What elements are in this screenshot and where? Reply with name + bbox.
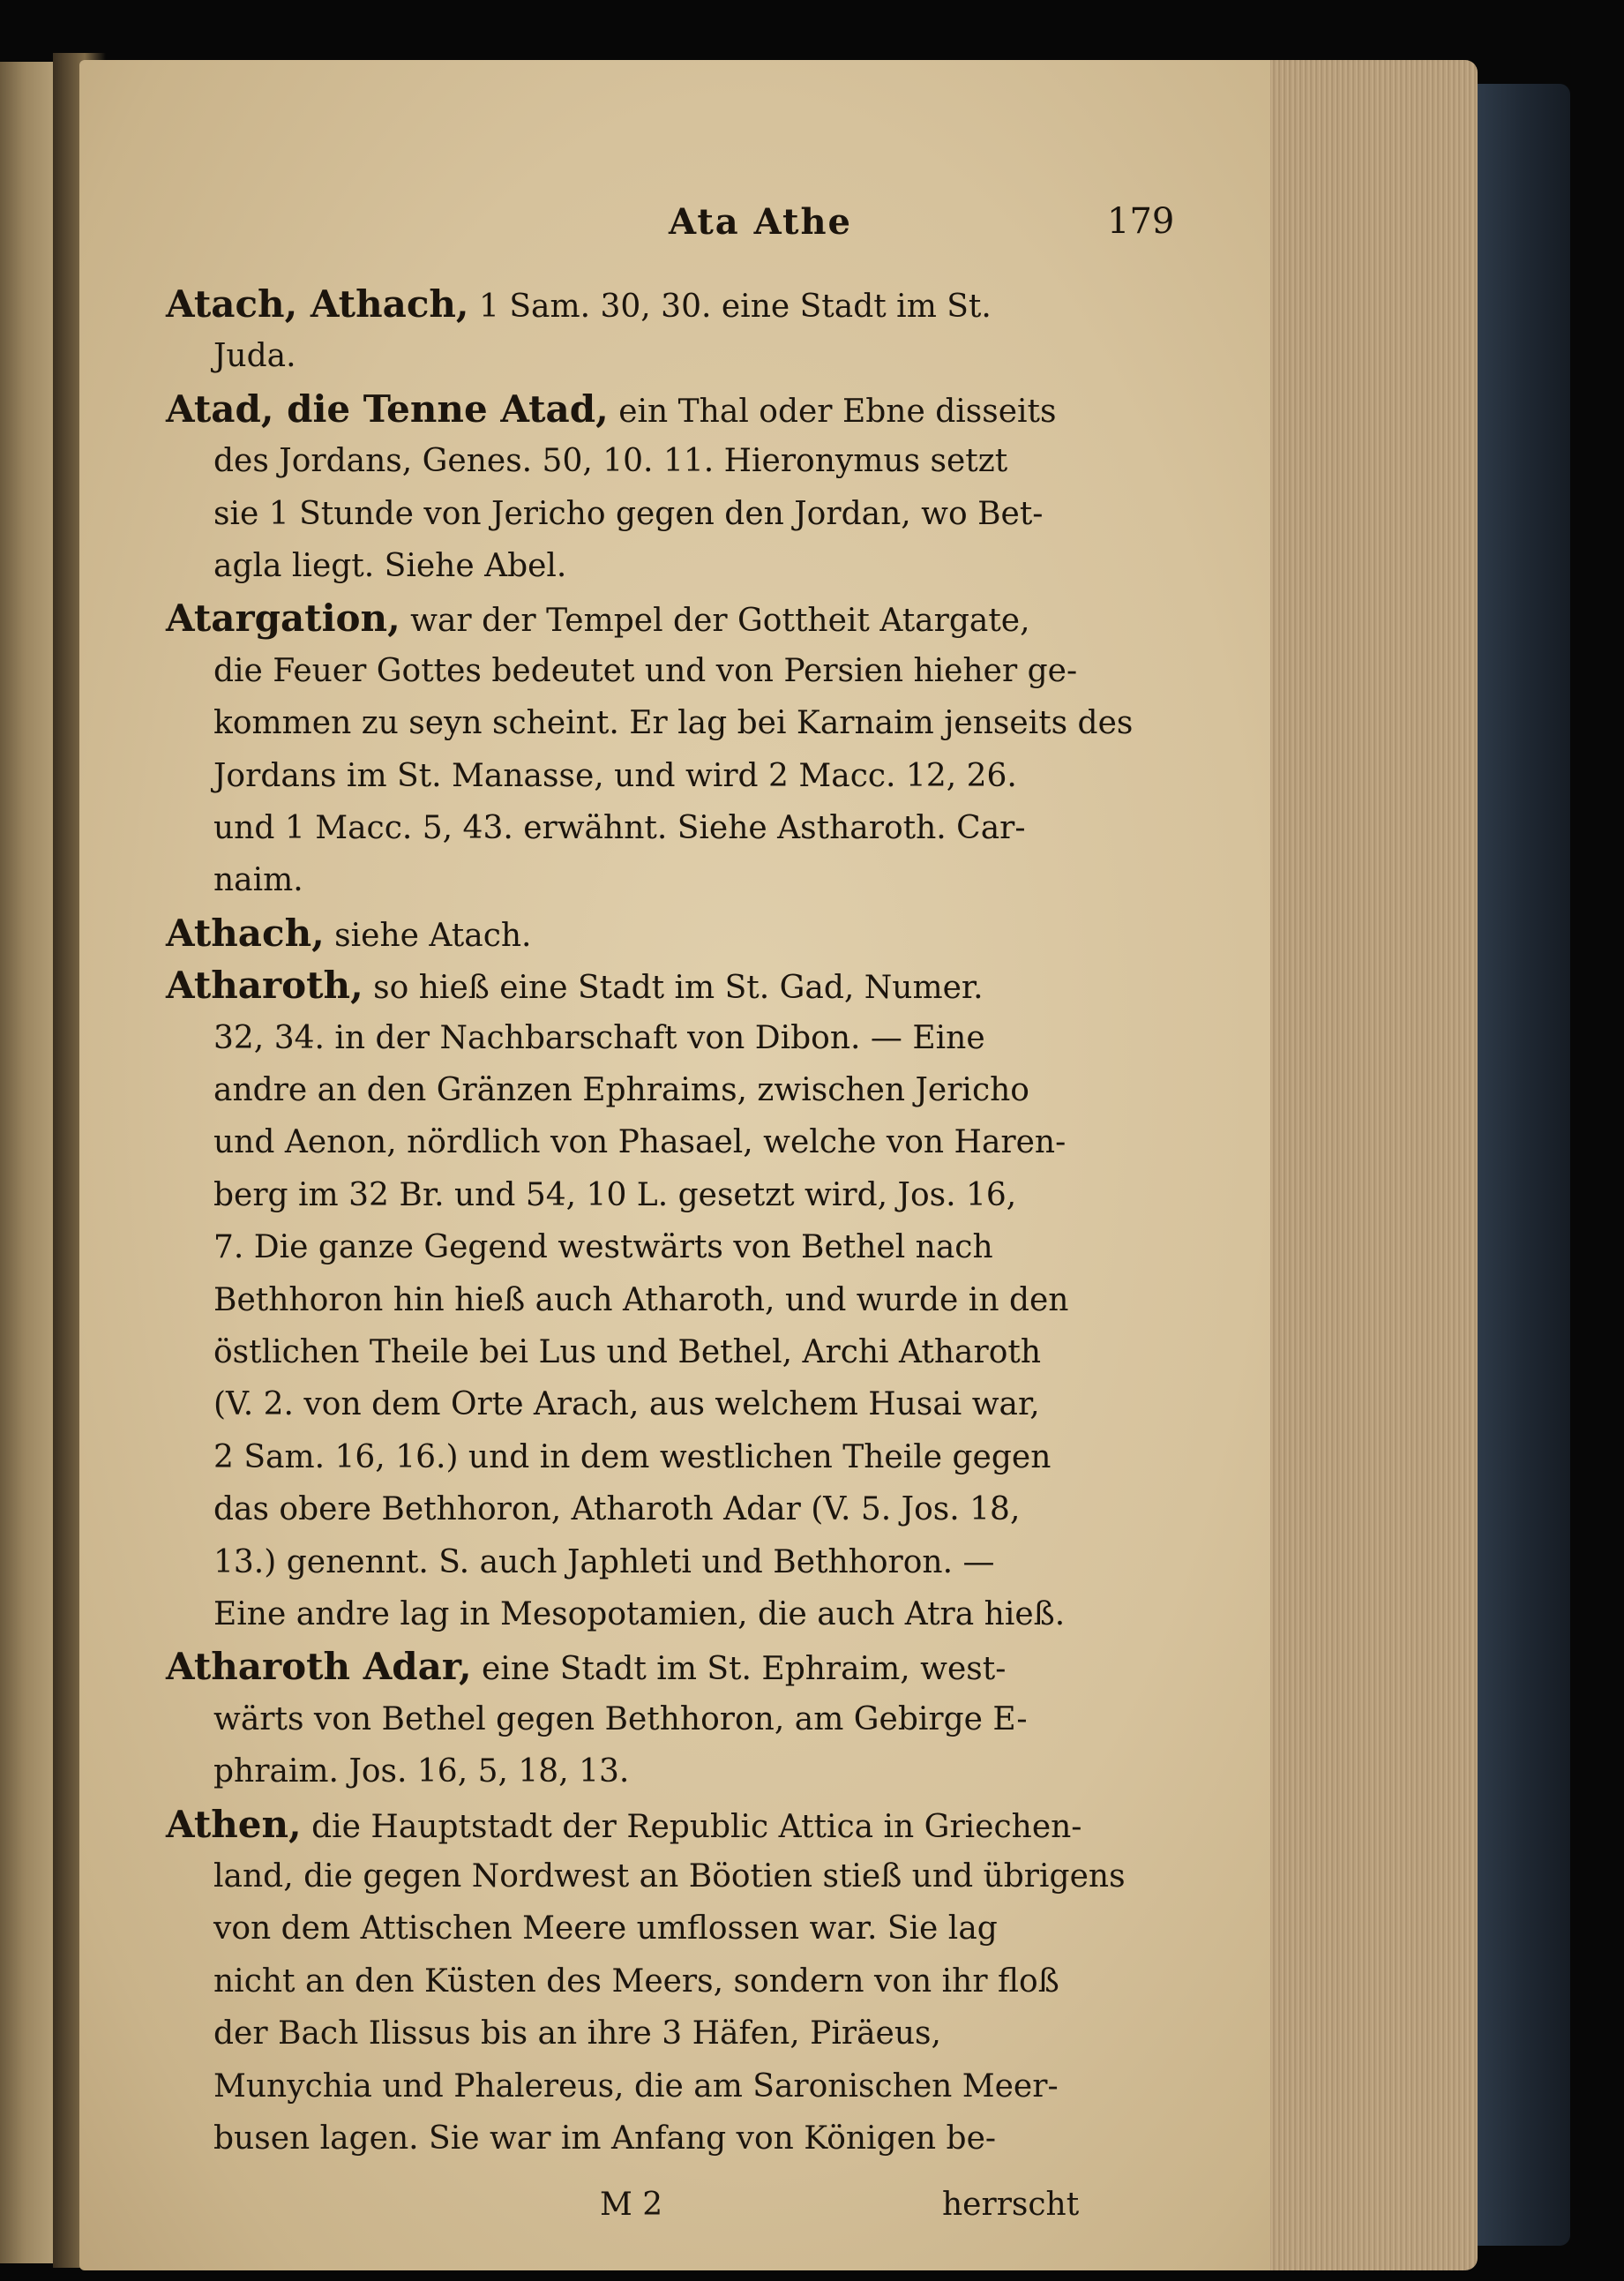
continuation-line (213, 1116, 1066, 1169)
line-text: kommen zu seyn scheint. Er lag bei Karnaim jenseits des (213, 705, 1134, 742)
continuation-line (213, 435, 1007, 488)
line-text: siehe Atach. (324, 917, 532, 954)
line-text: sie 1 Stunde von Jericho gegen den Jordan, wo Bet- (213, 495, 1044, 532)
line-text: naim. (213, 862, 303, 899)
line-text: das obere Bethhoron, Atharoth Adar (V. 5. Jos. 18, (213, 1491, 1021, 1528)
page-number: 179 (1107, 201, 1175, 242)
entry-headword: Atach, Athach, (166, 282, 469, 326)
continuation-line (213, 802, 1026, 855)
continuation-line (213, 1745, 629, 1798)
continuation-line (213, 645, 1077, 698)
continuation-line (213, 1536, 994, 1589)
continuation-line (213, 1221, 993, 1274)
entry-headword: Atad, die Tenne Atad, (166, 386, 609, 431)
continuation-line (213, 750, 1017, 803)
page-fore-edge (1270, 60, 1478, 2270)
line-text: land, die gegen Nordwest an Böotien stieß und übrigens (213, 1858, 1126, 1895)
entry-line (166, 383, 1056, 436)
line-text: der Bach Ilissus bis an ihre 3 Häfen, Piräeus, (213, 2015, 941, 2052)
signature-mark: M 2 (600, 2187, 663, 2223)
continuation-line (213, 1693, 1028, 1746)
line-text: Jordans im St. Manasse, und wird 2 Macc. 12, 26. (213, 757, 1017, 794)
line-text: und 1 Macc. 5, 43. erwähnt. Siehe Astharoth. Car- (213, 810, 1026, 846)
entry-line (166, 907, 532, 960)
entry-line (166, 1798, 1081, 1851)
line-text: 1 Sam. 30, 30. eine Stadt im St. (468, 289, 992, 325)
continuation-line (213, 1012, 985, 1065)
line-text: war der Tempel der Gottheit Atargate, (400, 603, 1030, 640)
continuation-line (213, 540, 566, 593)
line-text: Juda. (213, 338, 296, 375)
entry-headword: Athach, (166, 911, 325, 955)
continuation-line (213, 854, 303, 907)
book-binding (1478, 84, 1570, 2246)
line-text: (V. 2. von dem Orte Arach, aus welchem Husai war, (213, 1386, 1040, 1423)
continuation-line (213, 488, 1043, 541)
line-text: die Feuer Gottes bedeutet und von Persien hieher ge- (213, 652, 1078, 689)
line-text: nicht an den Küsten des Meers, sondern von ihr floß (213, 1962, 1059, 2000)
line-text: eine Stadt im St. Ephraim, west- (471, 1651, 1007, 1688)
entry-headword: Atargation, (166, 597, 400, 641)
line-text: busen lagen. Sie war im Anfang von Königen be- (213, 2120, 997, 2157)
line-text: ein Thal oder Ebne disseits (608, 393, 1057, 430)
continuation-line (213, 1378, 1040, 1431)
line-text: andre an den Gränzen Ephraims, zwischen Jericho (213, 1072, 1029, 1108)
continuation-line (213, 1169, 1016, 1222)
line-text: so hieß eine Stadt im St. Gad, Numer. (363, 970, 984, 1007)
continuation-line (213, 2112, 996, 2165)
line-text: Eine andre lag in Mesopotamien, die auch Atra hieß. (213, 1596, 1066, 1632)
entry-line (166, 959, 984, 1012)
line-text: des Jordans, Genes. 50, 10. 11. Hieronymus setzt (213, 443, 1008, 480)
running-head: Ata Athe (669, 201, 852, 243)
line-text: wärts von Bethel gegen Bethhoron, am Gebirge E- (213, 1700, 1028, 1737)
continuation-line (213, 2007, 941, 2060)
catchword: herrscht (942, 2187, 1080, 2223)
continuation-line (213, 1431, 1051, 1484)
line-text: und Aenon, nördlich von Phasael, welche von Haren- (213, 1124, 1066, 1161)
line-text: Bethhoron hin hieß auch Atharoth, und wurde in den (213, 1281, 1069, 1318)
line-text: agla liegt. Siehe Abel. (213, 548, 567, 584)
entry-line (166, 1640, 1006, 1693)
continuation-line (213, 1902, 998, 1955)
line-text: von dem Attischen Meere umflossen war. Sie lag (213, 1910, 998, 1947)
line-text: 13.) genennt. S. auch Japhleti und Bethhoron. — (213, 1543, 995, 1580)
line-text: östlichen Theile bei Lus und Bethel, Archi Atharoth (213, 1334, 1042, 1370)
continuation-line (213, 2060, 1059, 2113)
continuation-line (213, 1326, 1041, 1379)
line-text: 32, 34. in der Nachbarschaft von Dibon. — Eine (213, 1019, 985, 1056)
continuation-line (213, 330, 296, 383)
entry-line (166, 592, 1030, 645)
line-text: berg im 32 Br. und 54, 10 L. gesetzt wird, Jos. 16, (213, 1176, 1017, 1213)
continuation-line (213, 1483, 1020, 1536)
line-text: 2 Sam. 16, 16.) und in dem westlichen Theile gegen (213, 1438, 1051, 1475)
line-text: die Hauptstadt der Republic Attica in Griechen- (301, 1808, 1082, 1845)
line-text: Munychia und Phalereus, die am Saronischen Meer- (213, 2067, 1059, 2105)
continuation-line (213, 1588, 1065, 1641)
entry-headword: Atharoth, (166, 964, 363, 1008)
line-text: phraim. Jos. 16, 5, 18, 13. (213, 1753, 630, 1790)
entry-headword: Atharoth Adar, (166, 1645, 472, 1689)
continuation-line (213, 1955, 1059, 2008)
continuation-line (213, 697, 1133, 750)
line-text: 7. Die ganze Gegend westwärts von Bethel nach (213, 1229, 993, 1266)
entry-headword: Athen, (166, 1802, 302, 1846)
entry-line (166, 278, 992, 331)
continuation-line (213, 1850, 1126, 1903)
continuation-line (213, 1274, 1069, 1327)
continuation-line (213, 1064, 1029, 1117)
